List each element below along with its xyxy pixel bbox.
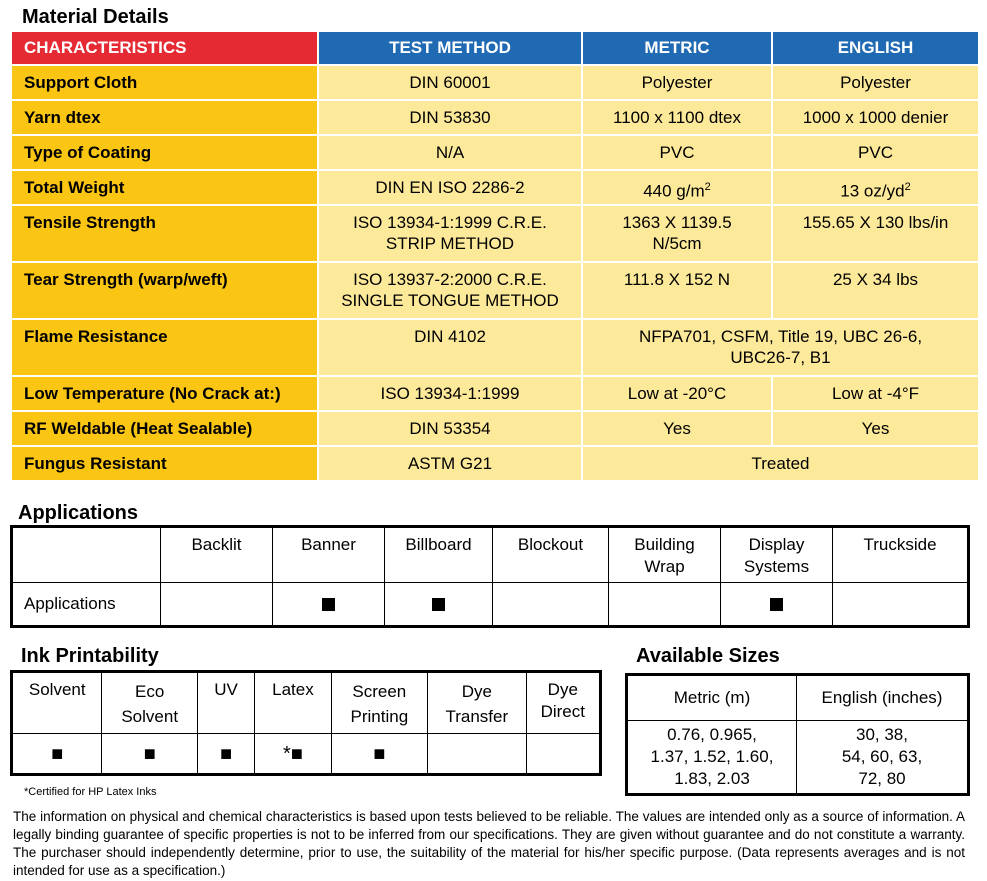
table-row xyxy=(12,206,978,261)
column-header: Screen Printing xyxy=(331,672,427,734)
test-method-cell: ISO 13937-2:2000 C.R.E. SINGLE TONGUE METHOD xyxy=(319,263,581,318)
english-cell: 25 X 34 lbs xyxy=(773,263,978,318)
english-cell: PVC xyxy=(773,136,978,169)
table-row xyxy=(12,377,978,410)
table-row xyxy=(12,171,978,204)
column-header: Display Systems xyxy=(721,527,833,583)
check-square-icon xyxy=(770,598,783,611)
material-details-title: Material Details xyxy=(22,6,169,28)
combined-cell: NFPA701, CSFM, Title 19, UBC 26-6, UBC26-7, B1 xyxy=(583,320,978,375)
column-header: Eco Solvent xyxy=(102,672,197,734)
metric-cell: 440 $g/m^2$ xyxy=(583,171,771,204)
test-method-cell: DIN 53830 xyxy=(319,101,581,134)
column-header: Banner xyxy=(273,527,385,583)
application-cell xyxy=(385,583,493,627)
test-method-cell: DIN EN ISO 2286-2 xyxy=(319,171,581,204)
ink-mark-cell: ■ xyxy=(12,734,102,775)
ink-mark-cell: ■ xyxy=(197,734,254,775)
row-label: Flame Resistance xyxy=(12,320,317,375)
column-header: Backlit xyxy=(161,527,273,583)
header-characteristics: CHARACTERISTICS xyxy=(12,32,317,64)
metric-cell: Low at -20°C xyxy=(583,377,771,410)
row-label: Low Temperature (No Crack at:) xyxy=(12,377,317,410)
english-cell: Polyester xyxy=(773,66,978,99)
ink-mark-cell: ■ xyxy=(102,734,197,775)
english-cell: 13 $oz/yd^2$ xyxy=(773,171,978,204)
ink-footnote: *Certified for HP Latex Inks xyxy=(24,786,157,798)
metric-sizes-cell: 0.76, 0.965, 1.37, 1.52, 1.60, 1.83, 2.03 xyxy=(627,721,797,795)
test-method-cell: ISO 13934-1:1999 C.R.E. STRIP METHOD xyxy=(319,206,581,261)
column-header: UV xyxy=(197,672,254,734)
column-header: English (inches) xyxy=(797,675,969,721)
application-cell xyxy=(609,583,721,627)
english-cell: Low at -4°F xyxy=(773,377,978,410)
application-cell xyxy=(493,583,609,627)
row-label: Total Weight xyxy=(12,171,317,204)
test-method-cell: DIN 60001 xyxy=(319,66,581,99)
disclaimer-text: The information on physical and chemical characteristics is based upon tests believed to be reliable. The values are intended only as a source of information. A legally binding guarantee of specific properties is not to be inferred from our specifications. They are given without guarantee and do not constitute a warranty. The purchaser should independently determine, prior to use, the suitability of the material for his/her specific purpose. (Data represents averages and is not intended for use as a specification.) xyxy=(13,809,965,878)
table-row xyxy=(12,101,978,134)
test-method-cell: ISO 13934-1:1999 xyxy=(319,377,581,410)
column-header: Latex xyxy=(255,672,331,734)
english-cell: 1000 x 1000 denier xyxy=(773,101,978,134)
header-metric: METRIC xyxy=(583,32,771,64)
sizes-header-row xyxy=(627,675,969,721)
empty-cell xyxy=(12,527,161,583)
ink-mark-cell: ■ xyxy=(331,734,427,775)
column-header: Dye Direct xyxy=(526,672,600,734)
row-label: Tensile Strength xyxy=(12,206,317,261)
ink-mark-cell xyxy=(428,734,527,775)
ink-header-row xyxy=(12,672,601,734)
check-square-icon xyxy=(432,598,445,611)
row-label: Applications xyxy=(12,583,161,627)
application-cell xyxy=(833,583,969,627)
ink-marks-row xyxy=(12,734,601,775)
table-row xyxy=(12,320,978,375)
metric-cell: PVC xyxy=(583,136,771,169)
test-method-cell: DIN 4102 xyxy=(319,320,581,375)
sizes-values-row xyxy=(627,721,969,795)
table-row xyxy=(12,412,978,445)
table-row xyxy=(12,66,978,99)
row-label: Fungus Resistant xyxy=(12,447,317,480)
applications-row xyxy=(12,583,969,627)
table-row xyxy=(12,447,978,480)
column-header: Building Wrap xyxy=(609,527,721,583)
check-square-icon xyxy=(322,598,335,611)
ink-printability-table xyxy=(10,670,602,776)
row-label: Tear Strength (warp/weft) xyxy=(12,263,317,318)
test-method-cell: ASTM G21 xyxy=(319,447,581,480)
column-header: Solvent xyxy=(12,672,102,734)
header-english: ENGLISH xyxy=(773,32,978,64)
english-cell: Yes xyxy=(773,412,978,445)
test-method-cell: N/A xyxy=(319,136,581,169)
metric-cell: 111.8 X 152 N xyxy=(583,263,771,318)
ink-mark-cell xyxy=(526,734,600,775)
applications-header-row xyxy=(12,527,969,583)
application-cell xyxy=(161,583,273,627)
column-header: Metric (m) xyxy=(627,675,797,721)
material-details-table xyxy=(10,30,980,482)
header-test-method: TEST METHOD xyxy=(319,32,581,64)
metric-cell: Polyester xyxy=(583,66,771,99)
row-label: Support Cloth xyxy=(12,66,317,99)
applications-title: Applications xyxy=(18,502,139,524)
column-header: Dye Transfer xyxy=(428,672,527,734)
application-cell xyxy=(273,583,385,627)
metric-cell: 1363 X 1139.5 N/5cm xyxy=(583,206,771,261)
available-sizes-title: Available Sizes xyxy=(636,645,780,667)
ink-mark-cell: *■ xyxy=(255,734,331,775)
metric-cell: Yes xyxy=(583,412,771,445)
material-header-row xyxy=(12,32,978,64)
english-cell: 155.65 X 130 lbs/in xyxy=(773,206,978,261)
table-row xyxy=(12,136,978,169)
combined-cell: Treated xyxy=(583,447,978,480)
applications-table xyxy=(10,525,970,628)
english-sizes-cell: 30, 38, 54, 60, 63, 72, 80 xyxy=(797,721,969,795)
column-header: Blockout xyxy=(493,527,609,583)
metric-cell: 1100 x 1100 dtex xyxy=(583,101,771,134)
column-header: Truckside xyxy=(833,527,969,583)
test-method-cell: DIN 53354 xyxy=(319,412,581,445)
row-label: Type of Coating xyxy=(12,136,317,169)
row-label: RF Weldable (Heat Sealable) xyxy=(12,412,317,445)
row-label: Yarn dtex xyxy=(12,101,317,134)
available-sizes-table xyxy=(625,673,970,796)
column-header: Billboard xyxy=(385,527,493,583)
ink-printability-title: Ink Printability xyxy=(21,645,159,667)
table-row xyxy=(12,263,978,318)
application-cell xyxy=(721,583,833,627)
